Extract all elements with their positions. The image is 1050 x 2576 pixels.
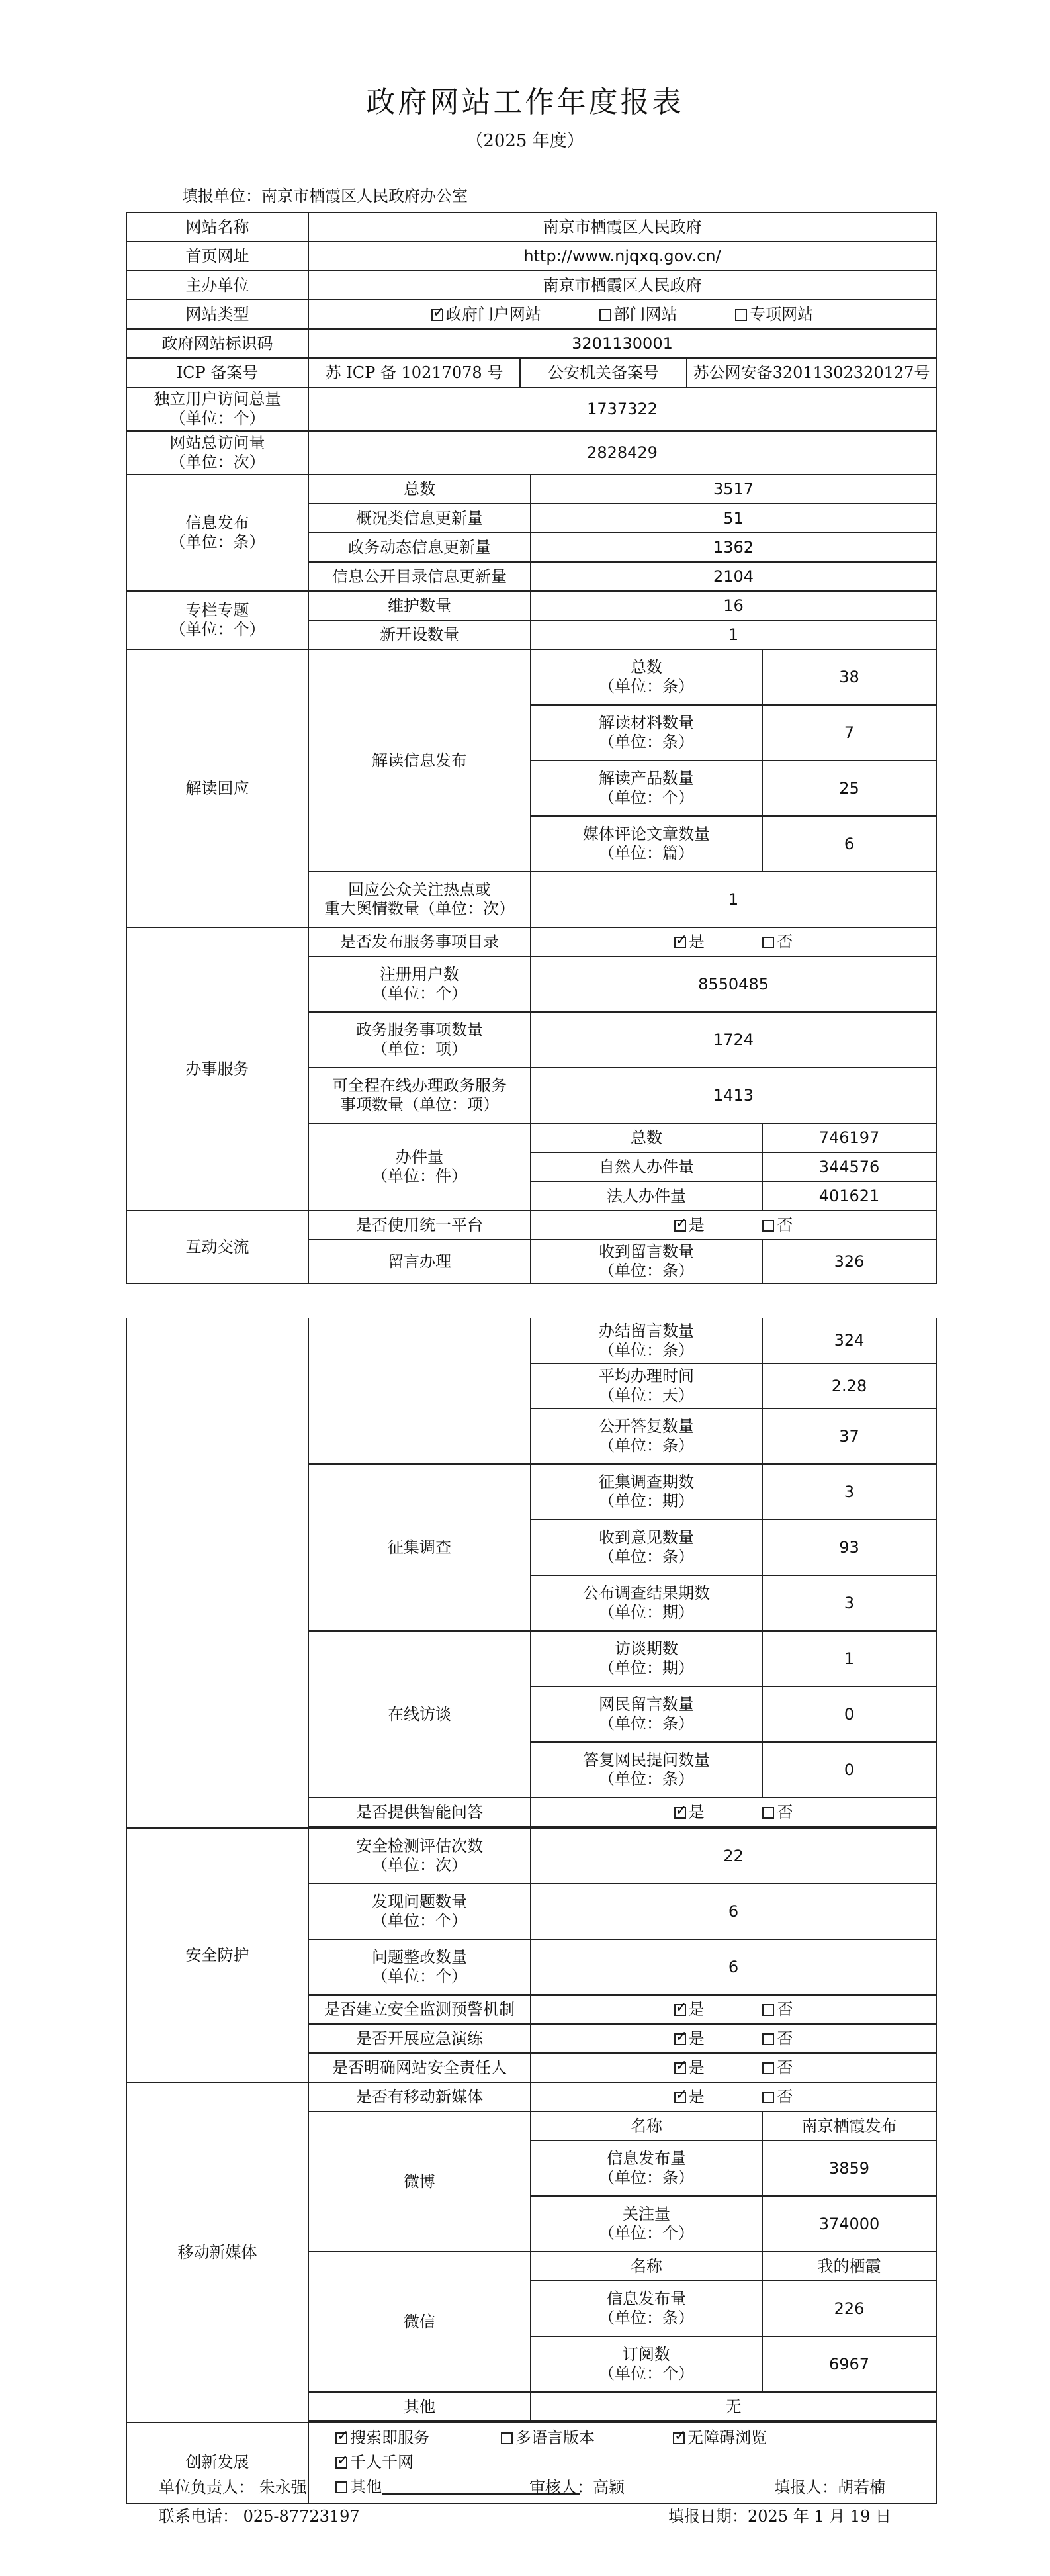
yes-option: 是 — [688, 1215, 705, 1234]
smart-qa-options — [531, 1798, 936, 1827]
messages-done-label: 办结留言数量 （单位：条） — [531, 1318, 762, 1363]
interaction-continued — [126, 1318, 308, 1828]
security-label: 安全防护 — [126, 1828, 308, 2082]
unified-platform-options — [531, 1211, 936, 1240]
unit-head: 单位负责人： 朱永强 — [159, 2478, 307, 2497]
no-option: 否 — [777, 1215, 793, 1234]
opinions-value: 93 — [762, 1520, 936, 1575]
footer-row-2 — [159, 2503, 913, 2530]
hot-response-value: 1 — [531, 872, 936, 927]
interp-total-value: 38 — [762, 649, 936, 705]
online-items-label: 可全程在线办理政务服务 事项数量（单位：项） — [308, 1068, 531, 1123]
media-articles-value: 6 — [762, 816, 936, 872]
avg-time-label: 平均办理时间 （单位：天） — [531, 1363, 762, 1408]
report-subtitle: （2025 年度） — [466, 131, 584, 151]
columns-label: 专栏专题 （单位：个） — [126, 591, 308, 649]
filler: 填报人：胡若楠 — [774, 2478, 885, 2497]
no-option: 否 — [777, 932, 793, 951]
weibo-followers-value: 374000 — [762, 2196, 936, 2252]
result-periods-label: 公布调查结果期数 （单位：期） — [531, 1575, 762, 1631]
footer-row-1 — [159, 2474, 913, 2501]
new-opened-label: 新开设数量 — [308, 620, 531, 649]
result-periods-value: 3 — [762, 1575, 936, 1631]
total-visits-label: 网站总访问量 （单位：次） — [126, 431, 308, 475]
unified-platform-label: 是否使用统一平台 — [308, 1211, 531, 1240]
interview-periods-value: 1 — [762, 1631, 936, 1686]
search-service-checkbox-icon — [335, 2432, 347, 2444]
interaction-label: 互动交流 — [126, 1211, 308, 1283]
thousand-option: 千人千网 — [350, 2453, 414, 2472]
portal-checkbox-icon — [431, 309, 443, 321]
other-media-label: 其他 — [308, 2392, 531, 2421]
yes-option: 是 — [688, 932, 705, 951]
info-total-label: 总数 — [308, 475, 531, 504]
message-handling-continued — [308, 1318, 531, 1464]
reviewer: 审核人：高颖 — [529, 2478, 625, 2497]
messages-received-value: 326 — [762, 1240, 936, 1283]
site-name-value: 南京市栖霞区人民政府 — [308, 212, 936, 242]
police-label: 公安机关备案号 — [521, 359, 687, 387]
survey-periods-label: 征集调查期数 （单位：期） — [531, 1464, 762, 1520]
interp-products-label: 解读产品数量 （单位：个） — [531, 760, 762, 816]
wechat-subscribers-value: 6967 — [762, 2336, 936, 2392]
wechat-name-label: 名称 — [531, 2252, 762, 2281]
responsible-label: 是否明确网站安全责任人 — [308, 2053, 531, 2082]
monitoring-options — [531, 1995, 936, 2024]
no-option: 否 — [777, 2000, 793, 2019]
site-type-options — [308, 300, 936, 329]
news-updates-value: 1362 — [531, 533, 936, 562]
online-items-value: 1413 — [531, 1068, 936, 1123]
message-handling-label: 留言办理 — [308, 1240, 531, 1283]
wechat-name-value: 我的栖霞 — [762, 2252, 936, 2281]
yes-option: 是 — [688, 2087, 705, 2106]
public-replies-label: 公开答复数量 （单位：条） — [531, 1408, 762, 1464]
unique-visitors-label: 独立用户访问总量 （单位：个） — [126, 387, 308, 431]
catalog-updates-value: 2104 — [531, 562, 936, 591]
info-total-value: 3517 — [531, 475, 936, 504]
site-id-value: 3201130001 — [308, 329, 936, 358]
yes-option: 是 — [688, 2000, 705, 2019]
dept-checkbox-icon — [599, 309, 611, 321]
messages-received-label: 收到留言数量 （单位：条） — [531, 1240, 762, 1283]
maintained-value: 16 — [531, 591, 936, 620]
maintained-label: 维护数量 — [308, 591, 531, 620]
interview-label: 在线访谈 — [308, 1631, 531, 1798]
service-items-value: 1724 — [531, 1012, 936, 1068]
monitoring-no-checkbox-icon — [762, 2004, 774, 2016]
wechat-subscribers-label: 订阅数 （单位：个） — [531, 2336, 762, 2392]
smart-qa-yes-checkbox-icon — [674, 1807, 686, 1819]
overview-updates-label: 概况类信息更新量 — [308, 504, 531, 533]
total-visits-value: 2828429 — [308, 431, 936, 475]
filling-unit: 填报单位：南京市栖霞区人民政府办公室 — [182, 187, 468, 205]
weibo-posts-value: 3859 — [762, 2140, 936, 2196]
accessible-checkbox-icon — [673, 2432, 685, 2444]
portal-option: 政府门户网站 — [445, 304, 541, 324]
interpretation-label: 解读回应 — [126, 649, 308, 927]
homepage-url-label: 首页网址 — [126, 242, 308, 271]
drills-options — [531, 2024, 936, 2053]
service-catalog-yes-checkbox-icon — [674, 937, 686, 948]
opinions-label: 收到意见数量 （单位：条） — [531, 1520, 762, 1575]
avg-time-value: 2.28 — [762, 1363, 936, 1408]
case-volume-label: 办件量 （单位：件） — [308, 1123, 531, 1211]
new-media-no-checkbox-icon — [762, 2092, 774, 2103]
yes-option: 是 — [688, 2029, 705, 2048]
drills-no-checkbox-icon — [762, 2033, 774, 2045]
no-option: 否 — [777, 2087, 793, 2106]
security-checks-label: 安全检测评估次数 （单位：次） — [308, 1828, 531, 1884]
site-name-label: 网站名称 — [126, 212, 308, 242]
hot-response-label: 回应公众关注热点或 重大舆情数量（单位：次） — [308, 872, 531, 927]
answered-value: 0 — [762, 1742, 936, 1798]
responsible-options — [531, 2053, 936, 2082]
thousand-checkbox-icon — [335, 2457, 347, 2469]
weibo-name-value: 南京栖霞发布 — [762, 2111, 936, 2140]
security-checks-value: 22 — [531, 1828, 936, 1884]
monitoring-label: 是否建立安全监测预警机制 — [308, 1995, 531, 2024]
no-option: 否 — [777, 2029, 793, 2048]
host-unit-value: 南京市栖霞区人民政府 — [308, 271, 936, 300]
case-total-value: 746197 — [762, 1123, 936, 1152]
drills-yes-checkbox-icon — [674, 2033, 686, 2045]
catalog-updates-label: 信息公开目录信息更新量 — [308, 562, 531, 591]
problems-found-value: 6 — [531, 1884, 936, 1939]
messages-done-value: 324 — [762, 1318, 936, 1363]
other-media-value: 无 — [531, 2392, 936, 2421]
icp-number: 苏 ICP 备 10217078 号 — [309, 359, 521, 387]
news-updates-label: 政务动态信息更新量 — [308, 533, 531, 562]
weibo-label: 微博 — [308, 2111, 531, 2252]
media-articles-label: 媒体评论文章数量 （单位：篇） — [531, 816, 762, 872]
wechat-posts-value: 226 — [762, 2281, 936, 2336]
no-option: 否 — [777, 1802, 793, 1821]
contact-phone: 联系电话： 025-87723197 — [159, 2507, 360, 2526]
new-media-yes-checkbox-icon — [674, 2092, 686, 2103]
registered-users-value: 8550485 — [531, 956, 936, 1012]
no-option: 否 — [777, 2058, 793, 2077]
host-unit-label: 主办单位 — [126, 271, 308, 300]
netizen-msgs-value: 0 — [762, 1686, 936, 1742]
yes-option: 是 — [688, 1802, 705, 1821]
responsible-no-checkbox-icon — [762, 2062, 774, 2074]
answered-label: 答复网民提问数量 （单位：条） — [531, 1742, 762, 1798]
service-catalog-no-checkbox-icon — [762, 937, 774, 948]
report-table-part-1 — [126, 212, 937, 1284]
weibo-followers-label: 关注量 （单位：个） — [531, 2196, 762, 2252]
yes-option: 是 — [688, 2058, 705, 2077]
monitoring-yes-checkbox-icon — [674, 2004, 686, 2016]
wechat-label: 微信 — [308, 2252, 531, 2392]
legal-person-label: 法人办件量 — [531, 1181, 762, 1211]
netizen-msgs-label: 网民留言数量 （单位：条） — [531, 1686, 762, 1742]
service-catalog-label: 是否发布服务事项目录 — [308, 927, 531, 956]
icp-row — [308, 358, 936, 387]
multilang-option: 多语言版本 — [515, 2428, 595, 2447]
other-innovation-option: 其他 — [350, 2477, 382, 2497]
innovation-label: 创新发展 — [126, 2422, 308, 2503]
site-id-label: 政府网站标识码 — [126, 329, 308, 358]
public-replies-value: 37 — [762, 1408, 936, 1464]
legal-person-value: 401621 — [762, 1181, 936, 1211]
weibo-posts-label: 信息发布量 （单位：条） — [531, 2140, 762, 2196]
unified-no-checkbox-icon — [762, 1220, 774, 1232]
unique-visitors-value: 1737322 — [308, 387, 936, 431]
interp-products-value: 25 — [762, 760, 936, 816]
new-media-label: 移动新媒体 — [126, 2082, 308, 2422]
responsible-yes-checkbox-icon — [674, 2062, 686, 2074]
service-catalog-options — [531, 927, 936, 956]
natural-person-value: 344576 — [762, 1152, 936, 1181]
interp-materials-value: 7 — [762, 705, 936, 760]
smart-qa-no-checkbox-icon — [762, 1807, 774, 1819]
problems-fixed-label: 问题整改数量 （单位：个） — [308, 1939, 531, 1995]
drills-label: 是否开展应急演练 — [308, 2024, 531, 2053]
report-table-part-2 — [126, 1318, 937, 2504]
dept-option: 部门网站 — [613, 304, 678, 324]
police-number: 苏公网安备32011302320127号 — [693, 363, 930, 382]
icp-label: ICP 备案号 — [126, 358, 308, 387]
problems-fixed-value: 6 — [531, 1939, 936, 1995]
accessible-option: 无障碍浏览 — [687, 2428, 767, 2447]
interp-materials-label: 解读材料数量 （单位：条） — [531, 705, 762, 760]
interview-periods-label: 访谈期数 （单位：期） — [531, 1631, 762, 1686]
has-new-media-label: 是否有移动新媒体 — [308, 2082, 531, 2111]
smart-qa-label: 是否提供智能问答 — [308, 1798, 531, 1827]
wechat-posts-label: 信息发布量 （单位：条） — [531, 2281, 762, 2336]
interp-release-label: 解读信息发布 — [308, 649, 531, 872]
info-release-label: 信息发布 （单位：条） — [126, 475, 308, 591]
weibo-name-label: 名称 — [531, 2111, 762, 2140]
unified-yes-checkbox-icon — [674, 1220, 686, 1232]
interp-total-label: 总数 （单位：条） — [531, 649, 762, 705]
fill-date: 填报日期：2025 年 1 月 19 日 — [668, 2507, 892, 2526]
problems-found-label: 发现问题数量 （单位：个） — [308, 1884, 531, 1939]
multilang-checkbox-icon — [501, 2432, 513, 2444]
case-total-label: 总数 — [531, 1123, 762, 1152]
search-service-option: 搜索即服务 — [350, 2428, 429, 2447]
homepage-url-value: http://www.njqxq.gov.cn/ — [308, 242, 936, 271]
service-items-label: 政务服务事项数量 （单位：项） — [308, 1012, 531, 1068]
services-label: 办事服务 — [126, 927, 308, 1211]
special-option: 专项网站 — [750, 304, 814, 324]
survey-label: 征集调查 — [308, 1464, 531, 1631]
overview-updates-value: 51 — [531, 504, 936, 533]
survey-periods-value: 3 — [762, 1464, 936, 1520]
new-opened-value: 1 — [531, 620, 936, 649]
special-checkbox-icon — [735, 309, 747, 321]
natural-person-label: 自然人办件量 — [531, 1152, 762, 1181]
report-title: 政府网站工作年度报表 — [366, 85, 684, 119]
site-type-label: 网站类型 — [126, 300, 308, 329]
has-new-media-options — [531, 2082, 936, 2111]
registered-users-label: 注册用户数 （单位：个） — [308, 956, 531, 1012]
